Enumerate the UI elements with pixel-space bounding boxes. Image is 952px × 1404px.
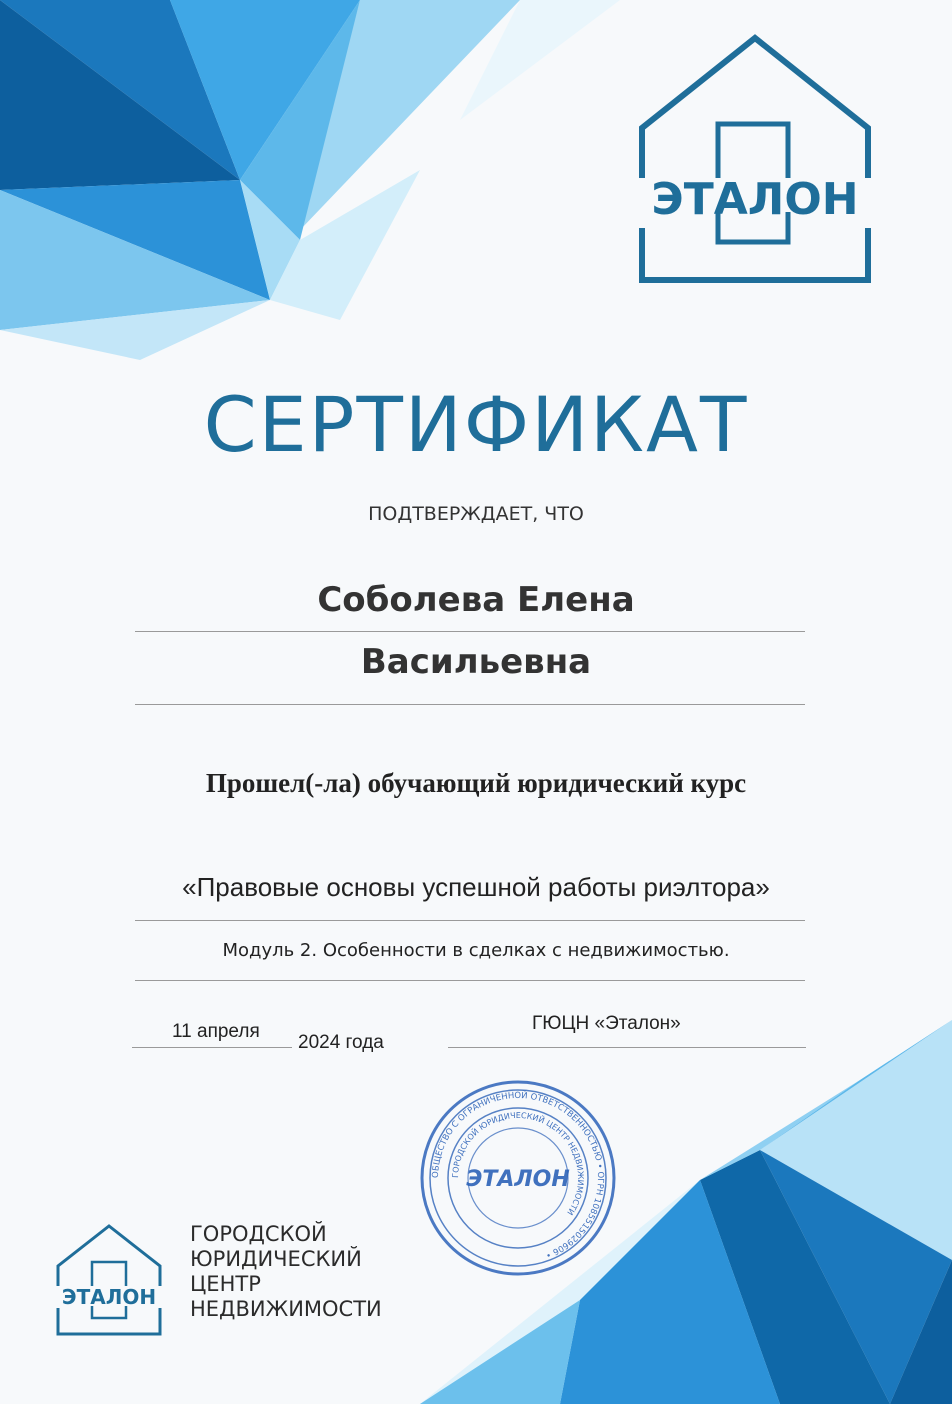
certificate-subtitle: ПОДТВЕРЖДАЕТ, ЧТО bbox=[368, 503, 584, 525]
org-line-4: НЕДВИЖИМОСТИ bbox=[190, 1297, 382, 1321]
org-line-1: ГОРОДСКОЙ bbox=[190, 1222, 327, 1246]
org-line-3: ЦЕНТР bbox=[190, 1272, 261, 1296]
logo-text: ЭТАЛОН bbox=[651, 174, 859, 225]
issuer-name: ГЮЦН «Эталон» bbox=[532, 1013, 681, 1034]
certificate-title: СЕРТИФИКАТ bbox=[203, 380, 749, 469]
date-underline bbox=[132, 1047, 292, 1048]
recipient-name-line1: Соболева Елена bbox=[317, 580, 635, 620]
logo-small-text: ЭТАЛОН bbox=[61, 1285, 157, 1309]
etalon-logo bbox=[620, 28, 890, 288]
stamp-inner-text: ГОРОДСКОЙ ЮРИДИЧЕСКИЙ ЦЕНТР НЕДВИЖИМОСТИ bbox=[450, 1110, 586, 1217]
name-underline-1 bbox=[135, 631, 805, 632]
module-underline bbox=[135, 980, 805, 981]
etalon-logo-small bbox=[50, 1220, 168, 1340]
stamp-outer-text: ОБЩЕСТВО С ОГРАНИЧЕННОЙ ОТВЕТСТВЕННОСТЬЮ • ОГРН 1085515029606 • bbox=[430, 1090, 606, 1260]
organization-name bbox=[190, 1222, 382, 1322]
date-year: 2024 года bbox=[298, 1032, 384, 1053]
course-module: Модуль 2. Особенности в сделках с недвижимостью. bbox=[222, 940, 730, 961]
course-intro: Прошел(-ла) обучающий юридический курс bbox=[205, 768, 747, 798]
round-stamp bbox=[418, 1078, 618, 1278]
stamp-center-text: ЭТАЛОН bbox=[466, 1167, 570, 1192]
course-title: «Правовые основы успешной работы риэлтора» bbox=[182, 872, 770, 902]
name-underline-2 bbox=[135, 704, 805, 705]
recipient-name-line2: Васильевна bbox=[360, 642, 592, 682]
course-underline bbox=[135, 920, 805, 921]
org-line-2: ЮРИДИЧЕСКИЙ bbox=[190, 1247, 362, 1271]
issuer-underline bbox=[448, 1047, 806, 1048]
date-day-month: 11 апреля bbox=[172, 1021, 260, 1042]
